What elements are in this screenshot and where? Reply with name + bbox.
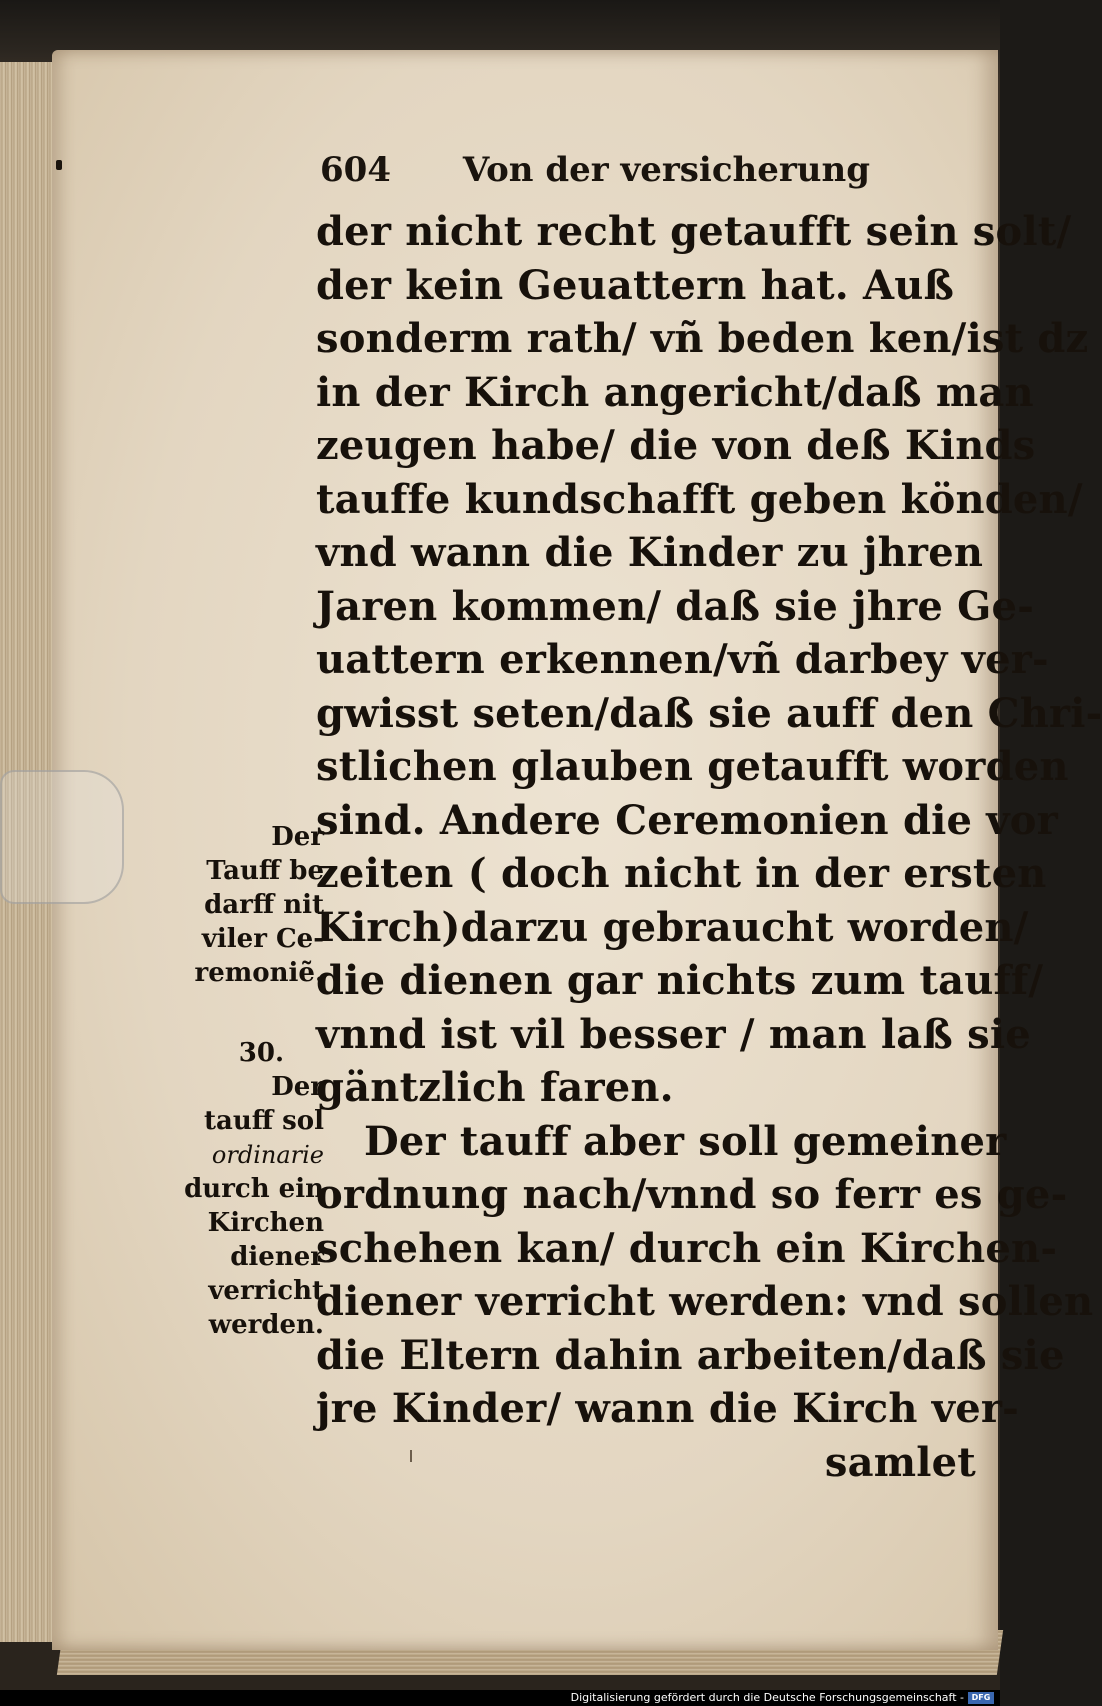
margin-note-tauff-ceremonien — [176, 820, 324, 990]
text-line: sonderm rath/ vñ beden ken/ist dz — [316, 315, 1089, 362]
text-line: uattern erkennen/vñ darbey ver- — [316, 636, 1049, 683]
margin-line: viler Ce- — [201, 924, 324, 954]
text-line: jre Kinder/ wann die Kirch ver- — [316, 1385, 1019, 1432]
text-line: zeiten ( doch nicht in der ersten — [316, 850, 1047, 897]
pencil-mark — [410, 1450, 412, 1462]
body-text — [316, 205, 1102, 1489]
page-number: 604 — [320, 150, 391, 190]
margin-line: Der — [271, 822, 324, 852]
running-head-title: Von der versicherung — [462, 150, 871, 190]
text-line: zeugen habe/ die von deß Kinds — [316, 422, 1036, 469]
margin-number: 30. — [238, 1038, 284, 1068]
margin-line: remoniẽ. — [194, 958, 324, 988]
catchword: samlet — [824, 1438, 976, 1486]
page-clip — [0, 770, 124, 904]
text-line: schehen kan/ durch ein Kirchen- — [316, 1224, 1058, 1272]
text-line: Jaren kommen/ daß sie jhre Ge- — [316, 582, 1034, 630]
funding-credit: Digitalisierung gefördert durch die Deutsche Forschungsgemeinschaft - — [570, 1691, 964, 1704]
margin-line: Der — [271, 1072, 324, 1102]
text-line: stlichen glauben getaufft worden — [316, 743, 1069, 790]
footer-bar — [0, 1690, 1000, 1706]
text-line: diener verricht werden: vnd sollen — [316, 1278, 1094, 1325]
text-line: die Eltern dahin arbeiten/daß sie — [316, 1331, 1065, 1379]
margin-note-kirchendiener — [176, 1036, 324, 1342]
margin-line: werden. — [208, 1310, 324, 1340]
text-line: die dienen gar nichts zum tauff/ — [316, 957, 1044, 1004]
text-line: gwisst seten/daß sie auff den Chri- — [316, 689, 1102, 737]
margin-line: ordinarie — [211, 1141, 324, 1169]
text-line: gäntzlich faren. — [316, 1064, 674, 1111]
text-line: in der Kirch angericht/daß man — [316, 368, 1034, 416]
text-line: vnd wann die Kinder zu jhren — [316, 529, 984, 576]
text-line: ordnung nach/vnnd so ferr es ge- — [316, 1171, 1068, 1218]
margin-line: diener — [230, 1242, 324, 1272]
text-line: Der tauff aber soll gemeiner — [364, 1117, 1007, 1165]
running-header — [320, 150, 870, 190]
margin-line: Tauff be — [206, 856, 324, 886]
dfg-logo: DFG — [968, 1692, 994, 1704]
margin-line: durch ein — [184, 1174, 324, 1204]
text-line: vnnd ist vil besser / man laß sie — [316, 1010, 1031, 1058]
margin-line: Kirchen — [207, 1208, 324, 1238]
margin-line: tauff sol — [203, 1106, 324, 1136]
text-line: der nicht recht getaufft sein solt/ — [316, 208, 1072, 255]
text-line: der kein Geuattern hat. Auß — [316, 261, 955, 309]
text-line: sind. Andere Ceremonien die vor — [316, 796, 1058, 844]
ink-mark — [56, 160, 62, 170]
margin-line: darff nit — [204, 890, 324, 920]
text-line: Kirch)darzu gebraucht worden/ — [316, 903, 1029, 951]
margin-line: verricht — [208, 1276, 324, 1306]
text-line: tauffe kundschafft geben könden/ — [316, 475, 1083, 523]
